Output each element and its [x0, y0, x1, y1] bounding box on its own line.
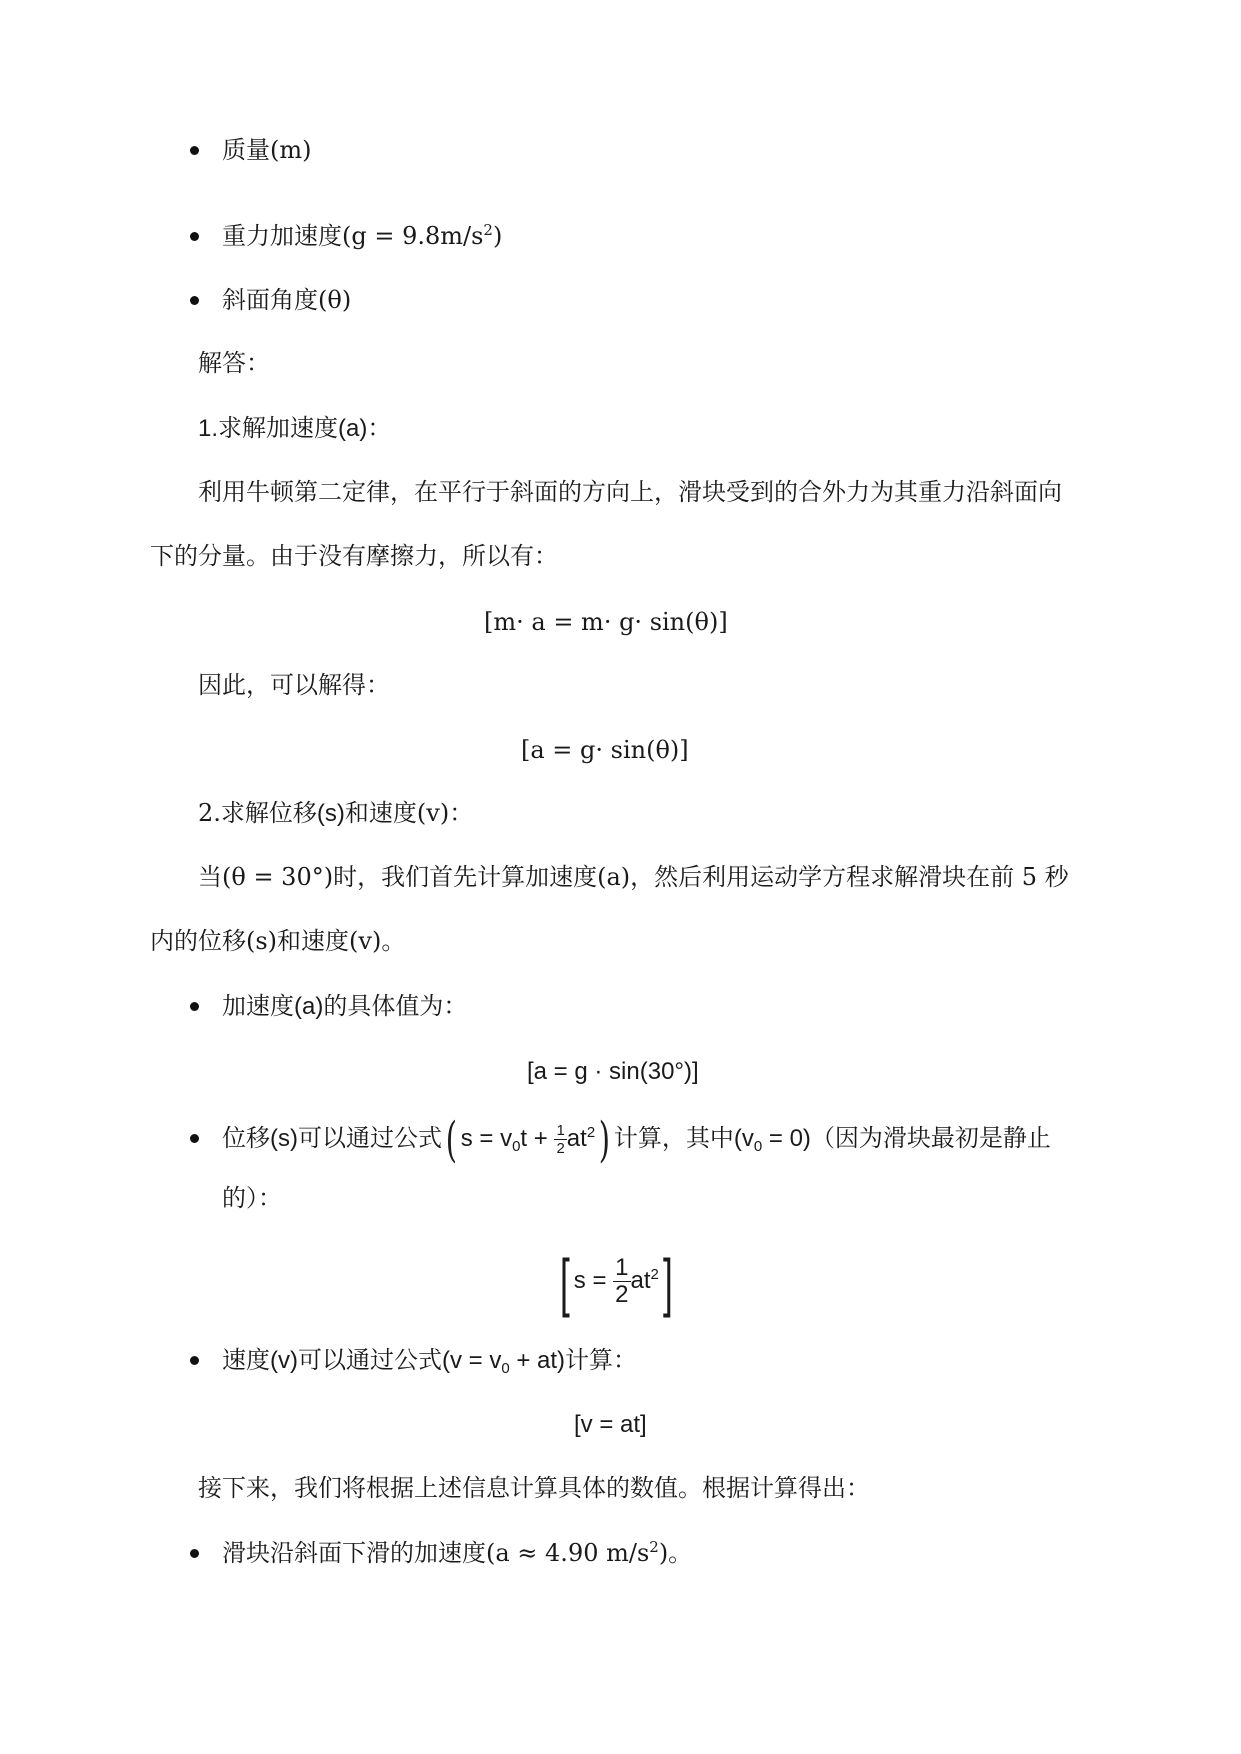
bullet-dot	[190, 232, 199, 241]
initial-velocity: $(v_0 = 0)$	[733, 1125, 811, 1155]
paragraph-newton-line2: 下的分量。由于没有摩擦力，所以有：	[150, 542, 558, 570]
bullet-dot	[190, 1549, 199, 1558]
bullet-dot	[190, 1356, 199, 1365]
equation-newton: [m· a = m· g· sin(θ)]	[484, 608, 728, 636]
equation-acceleration: [a = g· sin(θ)]	[521, 736, 689, 764]
bullet-acceleration: 加速度(a)的具体值为：	[222, 992, 468, 1020]
equation-acceleration-30: [a = g · sin(30°)]	[527, 1058, 699, 1085]
velocity-formula: $(v = v_0 + at)$	[441, 1347, 566, 1377]
bullet-angle: 斜面角度(θ)	[222, 286, 352, 314]
step2-heading: 2.求解位移(s)和速度(v)：	[198, 799, 474, 827]
paren-left: (	[445, 1111, 457, 1168]
paren-right: )	[598, 1111, 611, 1168]
paragraph-theta-line2: 内的位移(s)和速度(v)。	[150, 927, 406, 955]
paragraph-newton-line1: 利用牛顿第二定律，在平行于斜面的方向上，滑块受到的合外力为其重力沿斜面向	[198, 478, 1062, 506]
therefore-text: 因此，可以解得：	[198, 671, 390, 699]
bullet-displacement: 位移(s)可以通过公式( $s = v_0t$ + $\frac{1}{2}$ $at^2$) 计算，其中$(v_0 = 0)$（因为滑块最初是静止	[222, 1111, 1051, 1168]
fraction-half: $\frac{1}{2}$	[615, 1254, 629, 1309]
answer-heading: 解答：	[198, 349, 270, 377]
bullet-dot	[190, 146, 199, 155]
bullet-mass: 质量(m)	[222, 136, 312, 164]
bullet-dot	[190, 1002, 199, 1011]
step1-heading: 1.求解加速度(a)：	[198, 414, 392, 442]
bullet-dot	[190, 296, 199, 305]
bullet-gravity: 重力加速度$(g = 9.8m/s^2)$	[222, 221, 503, 250]
paragraph-theta-line1: 当(θ = 30°)时，我们首先计算加速度(a)，然后利用运动学方程求解滑块在前 5 秒	[198, 863, 1069, 891]
bullet-displacement-line2: 的）：	[222, 1184, 282, 1212]
fraction-half: $\frac{1}{2}$	[556, 1122, 565, 1158]
paragraph-next: 接下来，我们将根据上述信息计算具体的数值。根据计算得出：	[198, 1474, 870, 1502]
bullet-dot	[190, 1134, 199, 1143]
equation-displacement: [ s = $\frac{1}{2}$ $at^2$]	[560, 1245, 673, 1318]
bullet-result: 滑块沿斜面下滑的加速度(a ≈ 4.90 $m/s^2$)。	[222, 1538, 693, 1567]
bullet-velocity: 速度(v)可以通过公式$(v = v_0 + at)$计算：	[222, 1346, 638, 1377]
equation-velocity: [v = at]	[574, 1411, 647, 1438]
displacement-formula: $s = v_0t$ + $\frac{1}{2}$ $at^2$	[460, 1122, 596, 1158]
